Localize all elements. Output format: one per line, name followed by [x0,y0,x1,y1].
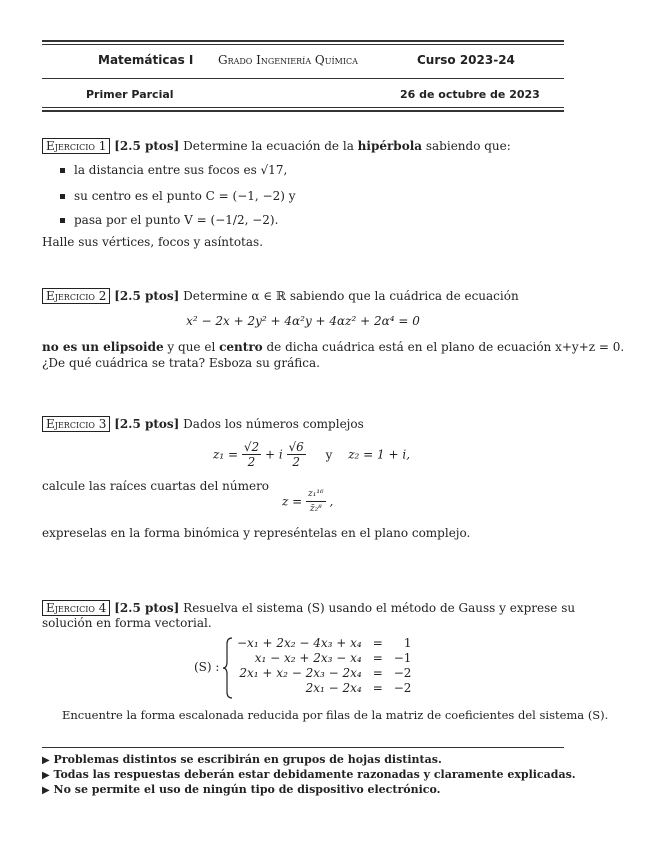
exercise-1-points: [2.5 ptos] [114,139,180,153]
z1-mid: + i [264,447,283,462]
z1-fraction-2 [287,440,306,469]
course-name: Matemáticas I [98,53,194,67]
system-row-rhs: −2 [393,666,412,680]
z1-lhs: z₁ = [213,447,239,462]
note-1 [42,753,442,766]
exercise-1-intro-a: Determine la ecuación de la [183,139,354,153]
z1-frac2-num: √6 [288,440,304,454]
exercise-3-points: [2.5 ptos] [114,417,180,431]
exercise-1-heading [42,139,511,153]
exercise-2-heading [42,289,519,303]
z-tail: , [329,494,334,509]
system-row-lhs: −x₁ + 2x₂ − 4x₃ + x₄ [237,636,362,650]
bullet-icon [60,168,65,173]
z1-frac2-den: 2 [292,455,300,469]
z2-equation: z₂ = 1 + i, [348,447,411,462]
header-mid-rule [42,78,564,79]
exercise-3-intro: Dados los números complejos [183,417,364,431]
triangle-right-icon: ▶ [42,785,50,796]
exercise-2-points: [2.5 ptos] [114,289,180,303]
exercise-4-label: Ejercicio 4 [42,600,110,616]
header-top-rule-thin [42,44,564,45]
exercise-3-line-2: calcule las raíces cuartas del número [42,479,270,493]
triangle-right-icon: ▶ [42,770,50,781]
exercise-3-label: Ejercicio 3 [42,416,110,432]
footer-rule [42,747,564,748]
exercise-1-intro-c: sabiendo que: [425,139,511,153]
exercise-1-bullet-3: pasa por el punto V = (−1/2, −2). [74,213,279,227]
note-2 [42,768,576,781]
exercise-4-points: [2.5 ptos] [114,601,180,615]
course-year: Curso 2023-24 [417,53,515,67]
system-row-lhs: 2x₁ + x₂ − 2x₃ − 2x₄ [239,666,362,680]
exam-date: 26 de octubre de 2023 [400,88,540,101]
system-row [234,636,414,651]
z-num: z₁¹⁶ [306,487,326,502]
system-row-eq: = [372,681,383,695]
header-bottom-rule [42,107,564,108]
exercise-1-closing: Halle sus vértices, focos y asíntotas. [42,235,264,249]
system-row-rhs: −2 [393,681,412,695]
exercise-2-label: Ejercicio 2 [42,288,110,304]
note-1-text: Problemas distintos se escribirán en grupos de hojas distintas. [53,753,442,766]
exercise-1-bullet-1: la distancia entre sus focos es √17, [74,163,288,177]
exercise-1-label: Ejercicio 1 [42,138,110,154]
z-fraction [306,487,326,516]
exercise-2-line2-d: de dicha cuádrica está en el plano de ecuación x+y+z = 0. [266,340,625,354]
bullet-icon [60,218,65,223]
system-brace [222,636,234,700]
bullet-icon [60,194,65,199]
exercise-2-line2-b: y que el [167,340,216,354]
system-row [234,651,414,666]
note-3-text: No se permite el uso de ningún tipo de dispositivo electrónico. [53,783,441,796]
exercise-3-heading [42,417,364,431]
system-row-rhs: −1 [393,651,412,665]
exercise-3-z1-equation [213,440,410,469]
system-row-rhs: 1 [403,636,412,650]
system-row-eq: = [372,636,383,650]
and-word: y [325,447,333,462]
z1-frac1-num: √2 [243,440,260,454]
exercise-4-intro-1: Resuelva el sistema (S) usando el método de Gauss y exprese su [183,601,576,615]
exam-title: Primer Parcial [86,88,174,101]
exercise-4-intro-2: solución en forma vectorial. [42,616,212,630]
system-table [234,636,414,696]
system-row-eq: = [372,651,383,665]
exercise-4-closing: Encuentre la forma escalonada reducida por filas de la matriz de coeficientes del sistema (S). [62,708,609,722]
exercise-2-line-3: ¿De qué cuádrica se trata? Esboza su gráfica. [42,356,320,370]
exercise-2-line-2 [42,340,624,354]
z1-frac1-den: 2 [247,455,256,469]
header-top-rule [42,40,564,42]
exercise-2-intro: Determine α ∈ ℝ sabiendo que la cuádrica de ecuación [183,289,519,303]
triangle-right-icon: ▶ [42,755,50,766]
exercise-2-line2-a: no es un elipsoide [42,340,164,354]
exercise-2-equation: x² − 2x + 2y² + 4α²y + 4αz² + 2α⁴ = 0 [186,314,420,328]
system-label: (S) : [194,660,220,674]
exercise-3-z-equation [282,487,333,516]
system-row-eq: = [372,666,383,680]
exercise-2-line2-c: centro [219,340,263,354]
header-bottom-rule-thick [42,110,564,112]
exercise-1-bullet-2: su centro es el punto C = (−1, −2) y [74,189,296,203]
system-row-lhs: x₁ − x₂ + 2x₃ − x₄ [254,651,362,665]
z1-fraction-1 [242,440,261,469]
z-lhs: z = [282,494,303,509]
degree-name: Grado Ingeniería Química [218,53,358,67]
system-row [234,666,414,681]
exercise-4-heading [42,601,575,615]
system-row [234,681,414,696]
z-den: z̄₂⁸ [309,504,322,514]
exercise-1-intro-b: hipérbola [357,139,423,153]
system-row-lhs: 2x₁ − 2x₄ [305,681,362,695]
note-2-text: Todas las respuestas deberán estar debidamente razonadas y claramente explicadas. [53,768,576,781]
note-3 [42,783,440,796]
exercise-3-line-3: expreselas en la forma binómica y represéntelas en el plano complejo. [42,526,471,540]
